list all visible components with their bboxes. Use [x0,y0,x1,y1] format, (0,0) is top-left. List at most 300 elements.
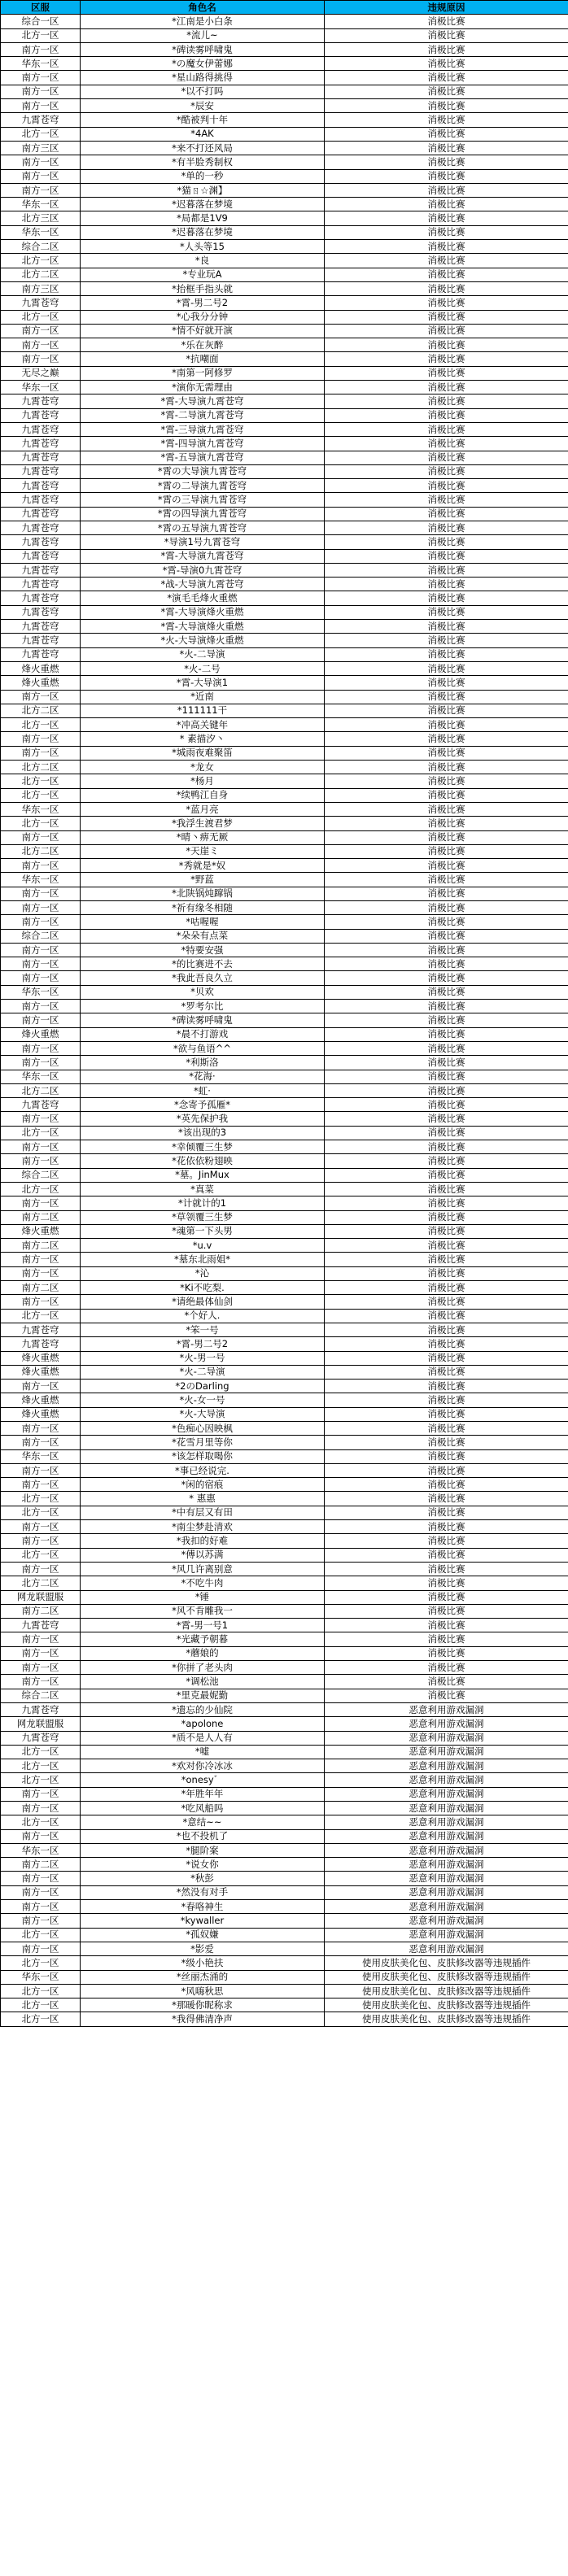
reason-cell: 消极比赛 [325,437,568,451]
server-cell: 华东一区 [1,1970,81,1984]
table-row [1,1098,568,1112]
role-name-cell: * 素描汐丶 [81,732,325,746]
role-name-cell: *你拼了老头肉 [81,1661,325,1675]
table-row [1,1984,568,1998]
table-row [1,198,568,211]
table-row [1,1604,568,1618]
role-name-cell: *霄-五导演九霄苍穹 [81,451,325,464]
table-row [1,788,568,802]
reason-cell: 消极比赛 [325,901,568,915]
role-name-cell: *城雨夜难聚笛 [81,746,325,760]
server-cell: 烽火重燃 [1,1351,81,1365]
role-name-cell: *花依依粉翅映 [81,1154,325,1168]
server-cell: 南方一区 [1,1534,81,1548]
table-row [1,324,568,338]
role-name-cell: *の魔女伊蕾娜 [81,57,325,71]
table-row [1,1773,568,1787]
server-cell: 九霄苍穹 [1,549,81,563]
role-name-cell: *碑读雾呼啸鬼 [81,1013,325,1027]
reason-cell: 消极比赛 [325,1224,568,1238]
server-cell: 华东一区 [1,225,81,239]
role-name-cell: *年胜年年 [81,1787,325,1801]
server-cell: 九霄苍穹 [1,578,81,591]
server-cell: 九霄苍穹 [1,647,81,661]
reason-cell: 消极比赛 [325,1365,568,1379]
role-name-cell: *杨月 [81,774,325,788]
server-cell: 九霄苍穹 [1,113,81,127]
table-row [1,42,568,56]
table-row [1,1702,568,1716]
table-row [1,1675,568,1689]
reason-cell: 消极比赛 [325,240,568,254]
role-name-cell: *祈有缘冬相随 [81,901,325,915]
role-name-cell: *单的一秒 [81,169,325,183]
reason-cell: 恶意利用游戏漏洞 [325,1928,568,1942]
reason-cell: 消极比赛 [325,774,568,788]
reason-cell: 恶意利用游戏漏洞 [325,1731,568,1745]
reason-cell: 消极比赛 [325,479,568,493]
role-name-cell: *onesy゛ [81,1773,325,1787]
server-cell: 北方二区 [1,1083,81,1097]
table-row [1,1393,568,1407]
role-name-cell: *傅以苏满 [81,1548,325,1562]
reason-cell: 消极比赛 [325,507,568,521]
role-name-cell: *酷被判十年 [81,113,325,127]
table-row [1,99,568,113]
reason-cell: 恶意利用游戏漏洞 [325,1815,568,1829]
table-row [1,1914,568,1928]
reason-cell: 消极比赛 [325,676,568,690]
reason-cell: 消极比赛 [325,1126,568,1140]
table-row [1,985,568,999]
reason-cell: 消极比赛 [325,338,568,352]
reason-cell: 消极比赛 [325,718,568,732]
reason-cell: 消极比赛 [325,451,568,464]
table-row [1,507,568,521]
server-cell: 无尽之巅 [1,366,81,380]
table-row [1,1872,568,1885]
reason-cell: 消极比赛 [325,578,568,591]
server-cell: 南方一区 [1,1295,81,1309]
server-cell: 北方一区 [1,127,81,141]
role-name-cell: *北陕锅炖蹿锅 [81,887,325,900]
role-name-cell: *霄-男二号2 [81,296,325,310]
table-row [1,1689,568,1702]
role-name-cell: *我扣的好难 [81,1534,325,1548]
table-row [1,352,568,366]
server-cell: 北方一区 [1,1745,81,1759]
reason-cell: 消极比赛 [325,1590,568,1604]
reason-cell: 消极比赛 [325,802,568,816]
server-cell: 九霄苍穹 [1,451,81,464]
server-cell: 南方一区 [1,1196,81,1210]
reason-cell: 消极比赛 [325,549,568,563]
role-name-cell: *笨一号 [81,1323,325,1336]
role-name-cell: *以不打吗 [81,85,325,98]
role-name-cell: *碑读雾呼啸鬼 [81,42,325,56]
server-cell: 北方一区 [1,1492,81,1506]
role-name-cell: *u.v [81,1239,325,1253]
server-cell: 华东一区 [1,57,81,71]
server-cell: 九霄苍穹 [1,1337,81,1351]
role-name-cell: *天崖ミ [81,844,325,858]
server-cell: 北方一区 [1,254,81,268]
table-row [1,1154,568,1168]
server-cell: 烽火重燃 [1,1393,81,1407]
server-cell: 九霄苍穹 [1,1619,81,1632]
role-name-cell: *Ki不吃梨. [81,1281,325,1295]
role-name-cell: *调松池 [81,1675,325,1689]
role-name-cell: *光藏予朝暮 [81,1632,325,1646]
reason-cell: 消极比赛 [325,198,568,211]
server-cell: 南方二区 [1,1858,81,1872]
table-row [1,1070,568,1083]
reason-cell: 使用皮肤美化包、皮肤修改器等违规插件 [325,1998,568,2012]
role-name-cell: *局都是1V9 [81,211,325,225]
table-row [1,1013,568,1027]
reason-cell: 消极比赛 [325,1154,568,1168]
role-name-cell: *霄の四导演九霄苍穹 [81,507,325,521]
reason-cell: 消极比赛 [325,1281,568,1295]
reason-cell: 消极比赛 [325,1140,568,1154]
role-name-cell: *墓。JinMux [81,1168,325,1182]
server-cell: 综合二区 [1,1168,81,1182]
reason-cell: 恶意利用游戏漏洞 [325,1802,568,1815]
server-cell: 烽火重燃 [1,661,81,675]
reason-cell: 消极比赛 [325,268,568,281]
server-cell: 南方一区 [1,85,81,98]
reason-cell: 消极比赛 [325,605,568,619]
reason-cell: 消极比赛 [325,1083,568,1097]
table-row [1,127,568,141]
table-row [1,1843,568,1857]
reason-cell: 消极比赛 [325,1112,568,1126]
server-cell: 综合二区 [1,929,81,943]
reason-cell: 消极比赛 [325,1210,568,1224]
role-name-cell: *霄-二导演九霄苍穹 [81,408,325,422]
role-name-cell: *花海· [81,1070,325,1083]
reason-cell: 消极比赛 [325,1520,568,1534]
table-row [1,1126,568,1140]
server-cell: 北方一区 [1,1773,81,1787]
role-name-cell: *我得佛清净声 [81,2012,325,2026]
table-row [1,408,568,422]
server-cell: 南方一区 [1,1380,81,1393]
table-row [1,1083,568,1097]
reason-cell: 消极比赛 [325,704,568,717]
table-row [1,155,568,169]
role-name-cell: *野蓝 [81,873,325,887]
server-cell: 北方一区 [1,1998,81,2012]
table-row [1,1407,568,1421]
table-row [1,1632,568,1646]
server-cell: 南方一区 [1,1013,81,1027]
role-name-cell: *该出现的3 [81,1126,325,1140]
table-row [1,1787,568,1801]
role-name-cell: *近南 [81,690,325,704]
reason-cell: 消极比赛 [325,985,568,999]
role-name-cell: *我此吾良久立 [81,971,325,985]
reason-cell: 恶意利用游戏漏洞 [325,1702,568,1716]
reason-cell: 消极比赛 [325,408,568,422]
table-row [1,1492,568,1506]
server-cell: 南方一区 [1,1436,81,1449]
role-name-cell: *辰安 [81,99,325,113]
reason-cell: 消极比赛 [325,859,568,873]
server-cell: 烽火重燃 [1,1407,81,1421]
role-name-cell: *里克最妮勤 [81,1689,325,1702]
reason-cell: 消极比赛 [325,1380,568,1393]
server-cell: 九霄苍穹 [1,493,81,507]
role-name-cell: *迟暮落在梦境 [81,198,325,211]
server-cell: 南方一区 [1,99,81,113]
server-cell: 南方一区 [1,183,81,197]
role-name-cell: *秀就是*奴 [81,859,325,873]
role-name-cell: *火-女一号 [81,1393,325,1407]
reason-cell: 消极比赛 [325,1013,568,1027]
role-name-cell: *霄-大导演烽火重燃 [81,620,325,634]
table-row [1,1506,568,1519]
server-cell: 北方一区 [1,718,81,732]
table-row [1,887,568,900]
server-cell: 南方一区 [1,901,81,915]
reason-cell: 消极比赛 [325,1253,568,1266]
role-name-cell: *战-大导演九霄苍穹 [81,578,325,591]
table-row [1,451,568,464]
reason-cell: 消极比赛 [325,1492,568,1506]
reason-cell: 消极比赛 [325,225,568,239]
role-name-cell: *虹· [81,1083,325,1097]
table-row [1,1295,568,1309]
server-cell: 九霄苍穹 [1,620,81,634]
reason-cell: 消极比赛 [325,296,568,310]
role-name-cell: *个好人. [81,1309,325,1323]
reason-cell: 消极比赛 [325,1576,568,1590]
server-cell: 综合二区 [1,1689,81,1702]
table-row [1,1421,568,1435]
reason-cell: 消极比赛 [325,281,568,295]
role-name-cell: *我浮生渡君梦 [81,817,325,830]
role-name-cell: *霄の五导演九霄苍穹 [81,521,325,534]
reason-cell: 消极比赛 [325,1449,568,1463]
reason-cell: 消极比赛 [325,1295,568,1309]
role-name-cell: *计就计的1 [81,1196,325,1210]
reason-cell: 消极比赛 [325,690,568,704]
reason-cell: 消极比赛 [325,929,568,943]
role-name-cell: *春咯神生 [81,1900,325,1914]
role-name-cell: *丝丽杰涌的 [81,1970,325,1984]
server-cell: 北方一区 [1,788,81,802]
role-name-cell: *乐在灰醉 [81,338,325,352]
server-cell: 综合一区 [1,15,81,28]
reason-cell: 消极比赛 [325,1196,568,1210]
role-name-cell: *咕喔喔 [81,915,325,929]
table-row [1,1759,568,1773]
reason-cell: 消极比赛 [325,1548,568,1562]
server-cell: 南方二区 [1,1281,81,1295]
server-cell: 南方二区 [1,1604,81,1618]
role-name-cell: *风嗨秋思 [81,1984,325,1998]
table-row [1,1323,568,1336]
reason-cell: 消极比赛 [325,732,568,746]
table-row [1,1858,568,1872]
role-name-cell: *欲与鱼语^^ [81,1041,325,1055]
server-cell: 南方一区 [1,1675,81,1689]
table-row [1,1436,568,1449]
table-row [1,817,568,830]
reason-cell: 消极比赛 [325,1323,568,1336]
role-name-cell: *闲的宿痕 [81,1478,325,1492]
role-name-cell: *冲高关键年 [81,718,325,732]
table-row [1,1281,568,1295]
server-cell: 南方一区 [1,1900,81,1914]
role-name-cell: *火-二号 [81,661,325,675]
table-row [1,338,568,352]
server-cell: 南方一区 [1,1112,81,1126]
reason-cell: 消极比赛 [325,422,568,436]
reason-cell: 使用皮肤美化包、皮肤修改器等违规插件 [325,2012,568,2026]
table-row [1,591,568,605]
server-cell: 北方一区 [1,1815,81,1829]
role-name-cell: *霄-男二号2 [81,1337,325,1351]
reason-cell: 消极比赛 [325,113,568,127]
reason-cell: 恶意利用游戏漏洞 [325,1914,568,1928]
table-row [1,1365,568,1379]
reason-cell: 消极比赛 [325,1675,568,1689]
server-cell: 九霄苍穹 [1,605,81,619]
table-row [1,578,568,591]
role-name-cell: *apolone [81,1717,325,1731]
reason-cell: 恶意利用游戏漏洞 [325,1829,568,1843]
table-row [1,1900,568,1914]
server-cell: 烽火重燃 [1,1365,81,1379]
reason-cell: 消极比赛 [325,71,568,85]
role-name-cell: *续鸭江自身 [81,788,325,802]
table-row [1,1478,568,1492]
reason-cell: 消极比赛 [325,521,568,534]
server-cell: 北方一区 [1,1182,81,1196]
role-name-cell: *抬框手指头就 [81,281,325,295]
reason-cell: 恶意利用游戏漏洞 [325,1900,568,1914]
role-name-cell: *晴丶痹无厥 [81,830,325,844]
table-row [1,873,568,887]
header-server: 区服 [1,1,81,15]
table-row [1,113,568,127]
role-name-cell: *霄-男一号1 [81,1619,325,1632]
reason-cell: 恶意利用游戏漏洞 [325,1872,568,1885]
table-row [1,493,568,507]
reason-cell: 消极比赛 [325,915,568,929]
reason-cell: 使用皮肤美化包、皮肤修改器等违规插件 [325,1970,568,1984]
role-name-cell: *质不是人人有 [81,1731,325,1745]
reason-cell: 消极比赛 [325,943,568,957]
reason-cell: 消极比赛 [325,887,568,900]
reason-cell: 消极比赛 [325,563,568,577]
table-row [1,169,568,183]
role-name-cell: *心我分分钟 [81,310,325,324]
table-row [1,296,568,310]
table-row [1,15,568,28]
server-cell: 北方一区 [1,2012,81,2026]
table-row [1,1829,568,1843]
table-row [1,1027,568,1041]
server-cell: 华东一区 [1,381,81,394]
role-name-cell: *流儿~ [81,28,325,42]
reason-cell: 消极比赛 [325,169,568,183]
server-cell: 北方二区 [1,844,81,858]
reason-cell: 消极比赛 [325,1562,568,1576]
server-cell: 南方一区 [1,1829,81,1843]
server-cell: 北方一区 [1,1548,81,1562]
server-cell: 南方一区 [1,1253,81,1266]
server-cell: 南方一区 [1,1646,81,1660]
table-row [1,521,568,534]
server-cell: 华东一区 [1,873,81,887]
role-name-cell: *墓东北雨姐* [81,1253,325,1266]
table-row [1,957,568,971]
server-cell: 华东一区 [1,1070,81,1083]
table-row [1,620,568,634]
table-row [1,1745,568,1759]
server-cell: 九霄苍穹 [1,408,81,422]
server-cell: 北方二区 [1,704,81,717]
role-name-cell: *有半脸秀制权 [81,155,325,169]
table-row [1,1731,568,1745]
role-name-cell: *演你无需理由 [81,381,325,394]
header-reason: 违规原因 [325,1,568,15]
reason-cell: 消极比赛 [325,1407,568,1421]
server-cell: 南方一区 [1,887,81,900]
reason-cell: 消极比赛 [325,42,568,56]
reason-cell: 消极比赛 [325,141,568,155]
reason-cell: 消极比赛 [325,57,568,71]
role-name-cell: *霄の三导演九霄苍穹 [81,493,325,507]
server-cell: 南方二区 [1,1239,81,1253]
server-cell: 北方一区 [1,1506,81,1519]
role-name-cell: *级小艳扶 [81,1956,325,1970]
table-row [1,211,568,225]
table-row [1,1590,568,1604]
table-row [1,1956,568,1970]
role-name-cell: *迟暮落在梦境 [81,225,325,239]
role-name-cell: *风不肯雕我一 [81,1604,325,1618]
role-name-cell: *火-二导演 [81,647,325,661]
role-name-cell: *南尘梦赴清欢 [81,1520,325,1534]
role-name-cell: *秋彭 [81,1872,325,1885]
table-row [1,1000,568,1013]
reason-cell: 消极比赛 [325,1182,568,1196]
server-cell: 南方三区 [1,281,81,295]
reason-cell: 消极比赛 [325,1041,568,1055]
server-cell: 烽火重燃 [1,1224,81,1238]
reason-cell: 消极比赛 [325,1689,568,1702]
table-row [1,310,568,324]
server-cell: 华东一区 [1,1449,81,1463]
reason-cell: 消极比赛 [325,1534,568,1548]
reason-cell: 恶意利用游戏漏洞 [325,1843,568,1857]
table-row [1,1661,568,1675]
reason-cell: 使用皮肤美化包、皮肤修改器等违规插件 [325,1956,568,1970]
role-name-cell: *特要安强 [81,943,325,957]
server-cell: 九霄苍穹 [1,1323,81,1336]
table-row [1,761,568,774]
reason-cell: 消极比赛 [325,661,568,675]
role-name-cell: *锤 [81,1590,325,1604]
table-row [1,1140,568,1154]
server-cell: 九霄苍穹 [1,507,81,521]
table-row [1,1520,568,1534]
server-cell: 九霄苍穹 [1,634,81,647]
